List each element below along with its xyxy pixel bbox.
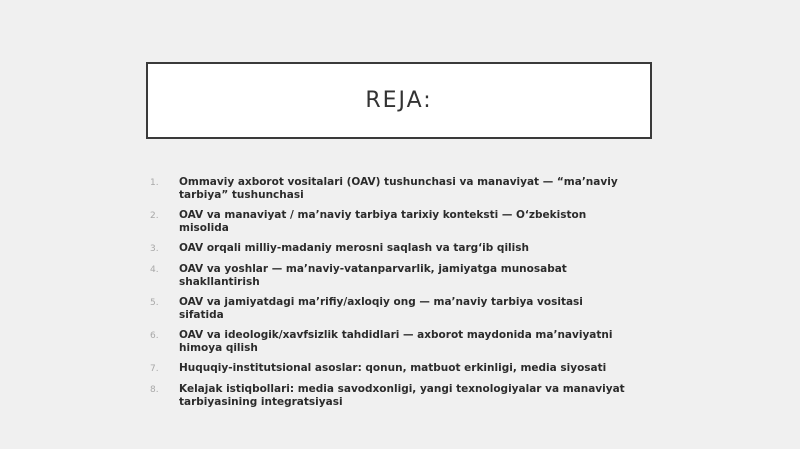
agenda-item-text: Kelajak istiqbollari: media savodxonligi, yangi texnologiyalar va manaviyat tarbiyasining integratsiyasi bbox=[179, 383, 625, 408]
agenda-item bbox=[150, 383, 630, 409]
agenda-item bbox=[150, 296, 630, 322]
title-box bbox=[146, 62, 652, 139]
agenda-item-number: 2. bbox=[150, 211, 159, 221]
agenda-item bbox=[150, 263, 630, 289]
agenda-item-text: Ommaviy axborot vositalari (OAV) tushunchasi va manaviyat — “ma’naviy tarbiya” tushunchasi bbox=[179, 176, 618, 201]
agenda-item-number: 3. bbox=[150, 244, 159, 254]
agenda-item-number: 7. bbox=[150, 364, 159, 374]
agenda-item-number: 6. bbox=[150, 331, 159, 341]
agenda-item bbox=[150, 329, 630, 355]
agenda-item-number: 4. bbox=[150, 265, 159, 275]
agenda-item-number: 8. bbox=[150, 385, 159, 395]
agenda-item-text: OAV va jamiyatdagi ma’rifiy/axloqiy ong — ma’naviy tarbiya vositasi sifatida bbox=[179, 296, 583, 321]
agenda-item bbox=[150, 362, 630, 376]
agenda-item-text: OAV va manaviyat / ma’naviy tarbiya tarixiy konteksti — O‘zbekiston misolida bbox=[179, 209, 587, 234]
agenda-item-number: 5. bbox=[150, 298, 159, 308]
agenda-item-number: 1. bbox=[150, 178, 159, 188]
agenda-item bbox=[150, 242, 630, 256]
agenda-item-text: OAV va yoshlar — ma’naviy-vatanparvarlik, jamiyatga munosabat shakllantirish bbox=[179, 263, 567, 288]
agenda-item-text: OAV va ideologik/xavfsizlik tahdidlari — axborot maydonida ma’naviyatni himoya qilish bbox=[179, 329, 613, 354]
agenda-item-text: OAV orqali milliy-madaniy merosni saqlash va targ‘ib qilish bbox=[179, 242, 529, 254]
slide-title: REJA: bbox=[365, 88, 433, 113]
agenda-list bbox=[150, 176, 630, 416]
agenda-item-text: Huquqiy-institutsional asoslar: qonun, matbuot erkinligi, media siyosati bbox=[179, 362, 607, 374]
agenda-item bbox=[150, 209, 630, 235]
agenda-item bbox=[150, 176, 630, 202]
